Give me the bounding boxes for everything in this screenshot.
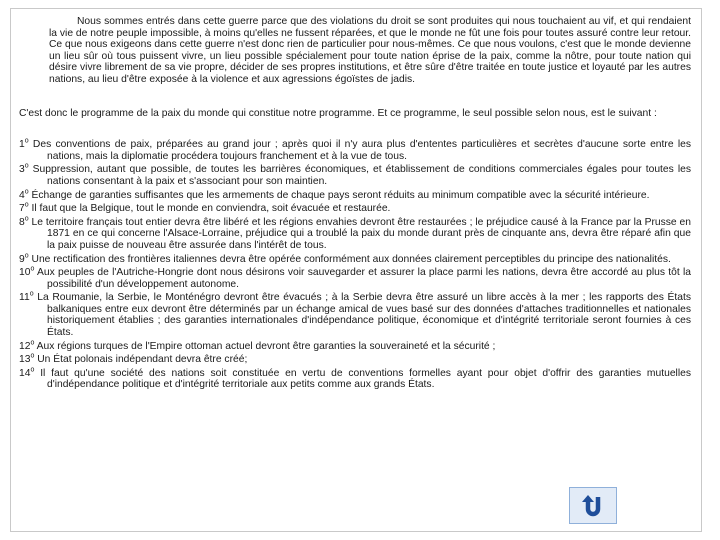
point-item <box>19 368 691 391</box>
point-item <box>19 292 691 338</box>
point-number: 7$^o$ <box>19 201 29 215</box>
point-number: 8$^o$ <box>19 215 29 228</box>
point-text: La Roumanie, la Serbie, le Monténégro devront être évacués ; à la Serbie devra être assuré un libre accès à la mer ; les rapports des États balkaniques entre eux devront être déterminés par un échange amical de vues basé sur des données d'attaches traditionnelles et nationales historiquement établies ; des garanties internationales d'indépendance politique, économique et d'intégrité territoriale seront fournies à ces États. <box>33 292 691 339</box>
point-item <box>19 139 691 162</box>
point-number: 14$^o$ <box>19 366 35 379</box>
back-button[interactable] <box>569 487 617 524</box>
point-text: Aux peuples de l'Autriche-Hongrie dont nous désirons voir sauvegarder et assurer la place parmi les nations, devra être accordé au plus tôt la possibilité d'un développement autonome. <box>34 267 691 290</box>
point-text: Échange de garanties suffisantes que les armements de chaque pays seront réduits au minimum compatible avec la sécurité intérieure. <box>28 189 650 201</box>
point-item <box>19 267 691 290</box>
point-number: 10$^o$ <box>19 265 35 279</box>
point-item <box>19 164 691 187</box>
point-text: Il faut qu'une société des nations soit constituée en vertu de conventions formelles ayant pour objet d'offrir des garanties mutuelles d'indépendance politique et d'intégrité territoriale aux petits comme aux grands États. <box>34 367 691 391</box>
document-text <box>19 16 691 393</box>
point-number: 13$^o$ <box>19 352 35 366</box>
point-item <box>19 217 691 252</box>
point-text: Une rectification des frontières italiennes devra être opérée conformément aux données clairement perceptibles du principe des nationalités. <box>28 253 671 265</box>
point-text: Il faut que la Belgique, tout le monde en conviendra, soit évacuée et restaurée. <box>28 203 391 215</box>
point-text: Un État polonais indépendant devra être créé; <box>34 354 248 366</box>
point-number: 3$^o$ <box>19 162 29 176</box>
point-item <box>19 203 691 215</box>
point-number: 12$^o$ <box>19 339 35 352</box>
point-item <box>19 354 691 366</box>
point-number: 9$^o$ <box>19 252 29 265</box>
point-number: 4$^o$ <box>19 188 29 201</box>
fourteen-points-list <box>19 139 691 391</box>
intro-paragraph: Nous sommes entrés dans cette guerre parce que des violations du droit se sont produites qui nous touchaient au vif, et qui rendaient la vie de notre peuple impossible, à moins qu'elles ne fussent réparées, et que le monde ne fût une fois pour toutes assuré contre leur retour. Ce que nous exigeons dans cette guerre n'est donc rien de particulier pour nous-mêmes. Ce que nous voulons, c'est que le monde devienne un lieu sûr où tous puissent vivre, un lieu possible spécialement pour toute nation éprise de la paix, comme la nôtre, pour toute nation qui désire vivre librement de sa vie propre, décider de ses propres institutions, et être sûre d'être traitée en toute justice et loyauté par les autres nations, au lieu d'être exposée à la violence et aux agressions égoïstes de jadis. <box>49 16 691 85</box>
point-text: Suppression, autant que possible, de toutes les barrières économiques, et établissement de conditions commerciales égales pour toutes les nations consentant à la paix et s'associant pour son maintien. <box>28 164 691 187</box>
u-turn-back-arrow-icon <box>579 492 607 520</box>
point-number: 11$^o$ <box>19 290 34 304</box>
point-text: Aux régions turques de l'Empire ottoman actuel devront être garanties la souveraineté et la sécurité ; <box>34 340 496 352</box>
point-item <box>19 190 691 202</box>
point-item <box>19 254 691 266</box>
point-text: Le territoire français tout entier devra être libéré et les régions envahies devront être restaurées ; le préjudice causé à la France par la Prusse en 1871 en ce qui concerne l'Alsace-Lorraine, préjudice qui a troublé la paix du monde durant près de cinquante ans, devra être réparé afin que la paix puisse de nouveau être assurée dans l'intérêt de tous. <box>28 216 691 251</box>
point-text: Des conventions de paix, préparées au grand jour ; après quoi il n'y aura plus d'ententes particulières et secrètes d'aucune sorte entre les nations, mais la diplomatie procédera toujours franchement et à la vue de tous. <box>28 139 691 162</box>
program-lead-paragraph: C'est donc le programme de la paix du monde qui constitue notre programme. Et ce programme, le seul possible selon nous, est le suivant : <box>19 107 657 119</box>
point-number: 1$^o$ <box>19 137 29 151</box>
point-item <box>19 341 691 353</box>
